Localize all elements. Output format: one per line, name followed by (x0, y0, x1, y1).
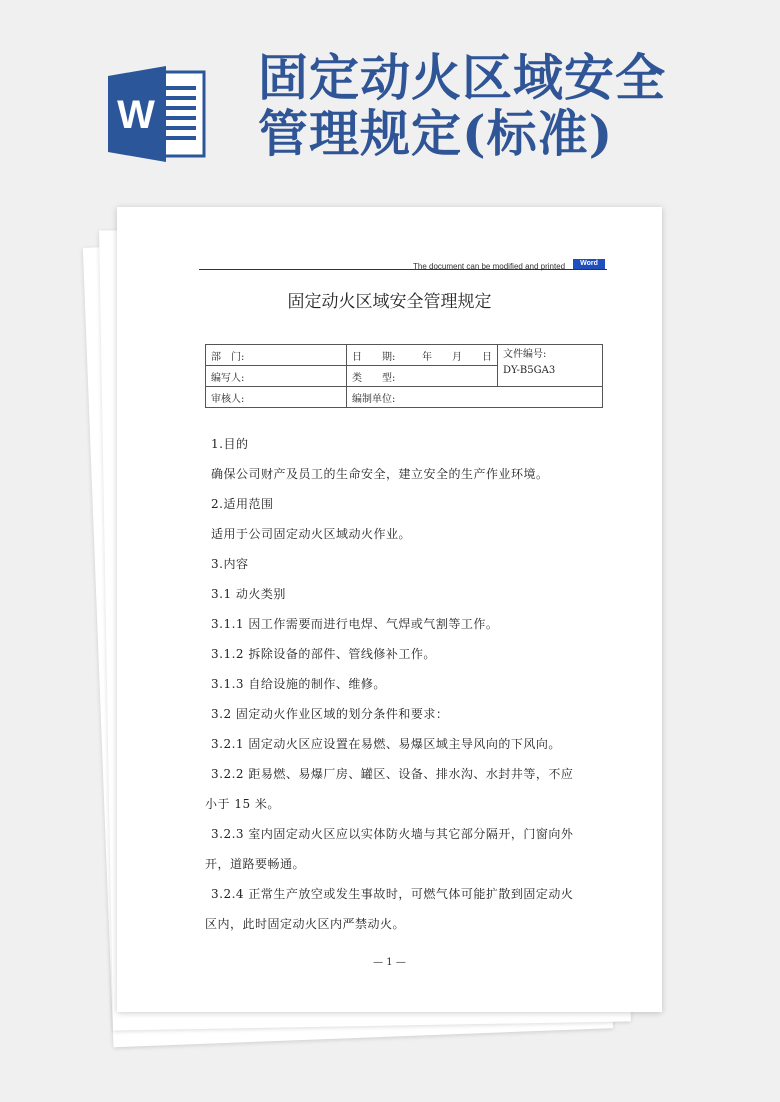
paragraph: 3.2.2 距易燃、易爆厂房、罐区、设备、排水沟、水封井等，不应 (211, 767, 574, 781)
info-file-no: 文件编号: DY-B5GA3 (498, 345, 603, 387)
paragraph: 3.1 动火类别 (211, 587, 286, 601)
info-author: 编写人: (206, 366, 347, 387)
paragraph: 3.1.3 自给设施的制作、维修。 (211, 677, 386, 691)
paragraph: 适用于公司固定动火区域动火作业。 (211, 527, 412, 541)
paragraph-continuation: 区内，此时固定动火区内严禁动火。 (205, 917, 406, 931)
paragraph: 3.2.1 固定动火区应设置在易燃、易爆区域主导风向的下风向。 (211, 737, 561, 751)
paragraph-continuation: 小于 15 米。 (205, 797, 280, 811)
paragraph: 3.2.3 室内固定动火区应以实体防火墙与其它部分隔开，门窗向外 (211, 827, 574, 841)
paragraph-continuation: 开，道路要畅通。 (205, 857, 306, 871)
banner-title-line2: 管理规定(标准) (258, 104, 614, 163)
info-reviewer: 审核人: (206, 387, 347, 408)
document-title: 固定动火区域安全管理规定 (287, 292, 492, 312)
paragraph: 确保公司财产及员工的生命安全，建立安全的生产作业环境。 (211, 467, 549, 481)
paragraph: 3.2.4 正常生产放空或发生事故时，可燃气体可能扩散到固定动火 (211, 887, 574, 901)
heading-content: 3.内容 (211, 557, 249, 571)
info-file-no-value: DY-B5GA3 (503, 365, 556, 376)
info-table (205, 344, 603, 408)
paragraph: 3.2 固定动火作业区域的划分条件和要求： (211, 707, 449, 721)
document-page (117, 207, 662, 1012)
info-date-units: 年 月 日 (422, 351, 492, 363)
info-dept: 部 门: (206, 345, 347, 366)
document-body (205, 429, 605, 939)
word-logo-letter: W (117, 93, 155, 137)
info-type: 类 型: (347, 366, 498, 387)
paragraph: 3.1.2 拆除设备的部件、管线修补工作。 (211, 647, 436, 661)
word-logo-icon (108, 66, 208, 162)
info-unit: 编制单位: (347, 387, 603, 408)
page-number: — 1 — (373, 957, 406, 968)
heading-scope: 2.适用范围 (211, 497, 274, 511)
header-note: The document can be modified and printed (413, 262, 566, 271)
banner-title (258, 50, 758, 162)
banner-title-line1: 固定动火区域安全 (258, 48, 666, 107)
word-badge: Word (573, 259, 605, 269)
paragraph: 3.1.1 因工作需要而进行电焊、气焊或气割等工作。 (211, 617, 499, 631)
heading-purpose: 1.目的 (211, 437, 249, 451)
info-date: 日 期: 年 月 日 (347, 345, 498, 366)
